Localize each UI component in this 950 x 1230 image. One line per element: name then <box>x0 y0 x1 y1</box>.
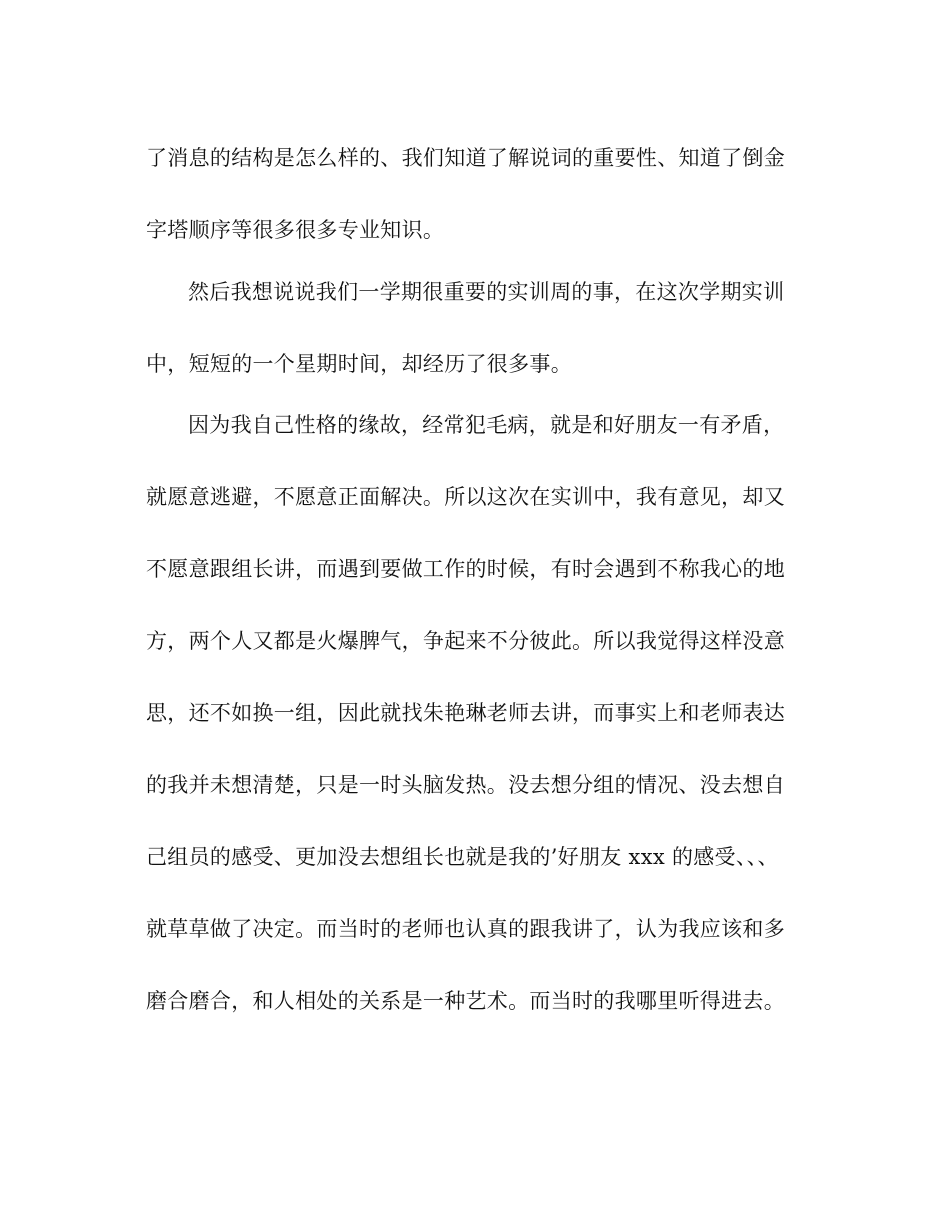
text-line: 然后我想说说我们一学期很重要的实训周的事，在这次学期实训 <box>188 280 785 304</box>
text-line: 因为我自己性格的缘故，经常犯毛病，就是和好朋友一有矛盾， <box>188 413 785 437</box>
text-line: 中，短短的一个星期时间，却经历了很多事。 <box>146 352 572 376</box>
text-line: 方，两个人又都是火爆脾气，争起来不分彼此。所以我觉得这样没意 <box>146 629 785 653</box>
text-line: 就愿意逃避，不愿意正面解决。所以这次在实训中，我有意见，却又 <box>146 485 785 509</box>
text-line: 不愿意跟组长讲，而遇到要做工作的时候，有时会遇到不称我心的地 <box>146 557 785 581</box>
text-line: 己组员的感受、更加没去想组长也就是我的’好朋友 xxx 的感受、、、 <box>146 845 779 869</box>
text-line: 的我并未想清楚，只是一时头脑发热。没去想分组的情况、没去想自 <box>146 773 785 797</box>
text-line: 磨合磨合，和人相处的关系是一种艺术。而当时的我哪里听得进去。 <box>146 989 785 1013</box>
text-line: 思，还不如换一组，因此就找朱艳琳老师去讲，而事实上和老师表达 <box>146 701 785 725</box>
text-line: 了消息的结构是怎么样的、我们知道了解说词的重要性、知道了倒金 <box>146 146 785 170</box>
text-line: 字塔顺序等很多很多专业知识。 <box>146 218 445 242</box>
text-line: 就草草做了决定。而当时的老师也认真的跟我讲了，认为我应该和多 <box>146 917 785 941</box>
